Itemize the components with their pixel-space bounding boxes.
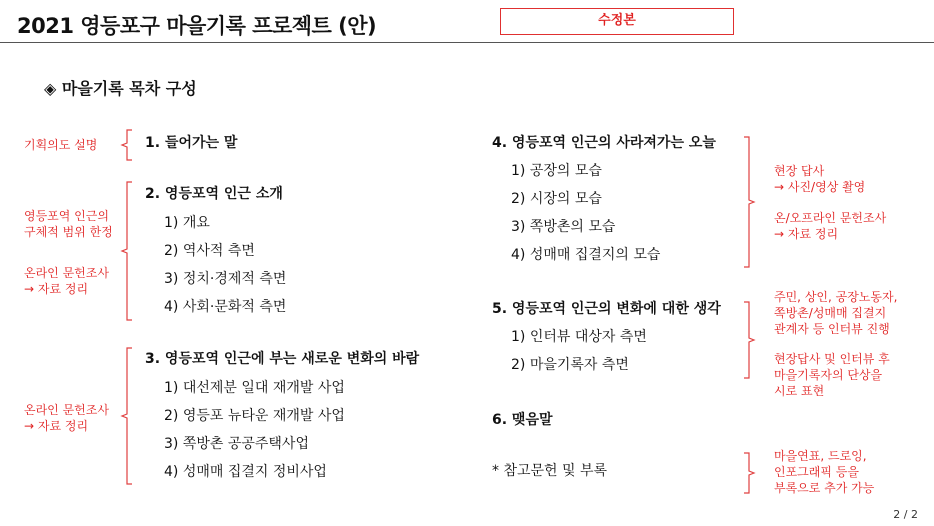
note-poetry: 현장답사 및 인터뷰 후 마을기록자의 단상을 시로 표현 <box>774 352 890 398</box>
note-online-research: 온라인 문헌조사 → 자료 정리 <box>24 266 109 296</box>
bracket-appendix <box>740 451 760 495</box>
section-2-item: 3) 정치·경제적 측면 <box>164 271 287 287</box>
section-4-item: 2) 시장의 모습 <box>511 191 602 207</box>
section-2-heading: 2. 영등포역 인근 소개 <box>145 186 283 202</box>
note-appendix: 마을연표, 드로잉, 인포그래픽 등을 부록으로 추가 가능 <box>774 449 875 495</box>
page-title: 2021 영등포구 마을기록 프로젝트 (안) <box>17 14 377 38</box>
bracket-section-5 <box>740 300 760 380</box>
bracket-section-4 <box>740 135 760 269</box>
section-1-heading: 1. 들어가는 말 <box>145 135 238 151</box>
section-5-item: 2) 마을기록자 측면 <box>511 357 629 373</box>
section-5-heading: 5. 영등포역 인근의 변화에 대한 생각 <box>492 301 721 317</box>
section-4-item: 3) 쪽방촌의 모습 <box>511 219 616 235</box>
note-interviews: 주민, 상인, 공장노동자, 쪽방촌/성매매 집결지 관계자 등 인터뷰 진행 <box>774 290 898 336</box>
section-4-heading: 4. 영등포역 인근의 사라져가는 오늘 <box>492 135 716 151</box>
section-2-item: 1) 개요 <box>164 215 210 231</box>
section-3-item: 3) 쪽방촌 공공주택사업 <box>164 436 309 452</box>
note-intro-purpose: 기획의도 설명 <box>24 138 98 152</box>
section-5-item: 1) 인터뷰 대상자 측면 <box>511 329 647 345</box>
revision-badge: 수정본 <box>500 8 734 35</box>
section-2-item: 2) 역사적 측면 <box>164 243 255 259</box>
bracket-section-3 <box>118 346 138 486</box>
header-divider <box>0 42 934 43</box>
bracket-section-2 <box>118 180 138 322</box>
note-field-visit: 현장 답사 → 사진/영상 촬영 <box>774 164 866 194</box>
section-6-heading: 6. 맺음말 <box>492 412 553 428</box>
section-3-item: 4) 성매매 집결지 정비사업 <box>164 464 327 480</box>
section-4-item: 4) 성매매 집결지의 모습 <box>511 247 661 263</box>
section-3-heading: 3. 영등포역 인근에 부는 새로운 변화의 바람 <box>145 351 420 367</box>
page-number: 2 / 2 <box>893 508 918 521</box>
section-3-item: 1) 대선제분 일대 재개발 사업 <box>164 380 345 396</box>
appendix-line: * 참고문헌 및 부록 <box>492 463 608 479</box>
section-2-item: 4) 사회·문화적 측면 <box>164 299 287 315</box>
bracket-section-1 <box>118 128 138 162</box>
note-area-scope: 영등포역 인근의 구체적 범위 한정 <box>24 209 113 239</box>
note-online-research: 온라인 문헌조사 → 자료 정리 <box>24 403 109 433</box>
toc-subtitle: ◈ 마을기록 목차 구성 <box>44 79 197 98</box>
note-literature-research: 온/오프라인 문헌조사 → 자료 정리 <box>774 211 887 241</box>
section-3-item: 2) 영등포 뉴타운 재개발 사업 <box>164 408 345 424</box>
section-4-item: 1) 공장의 모습 <box>511 163 602 179</box>
